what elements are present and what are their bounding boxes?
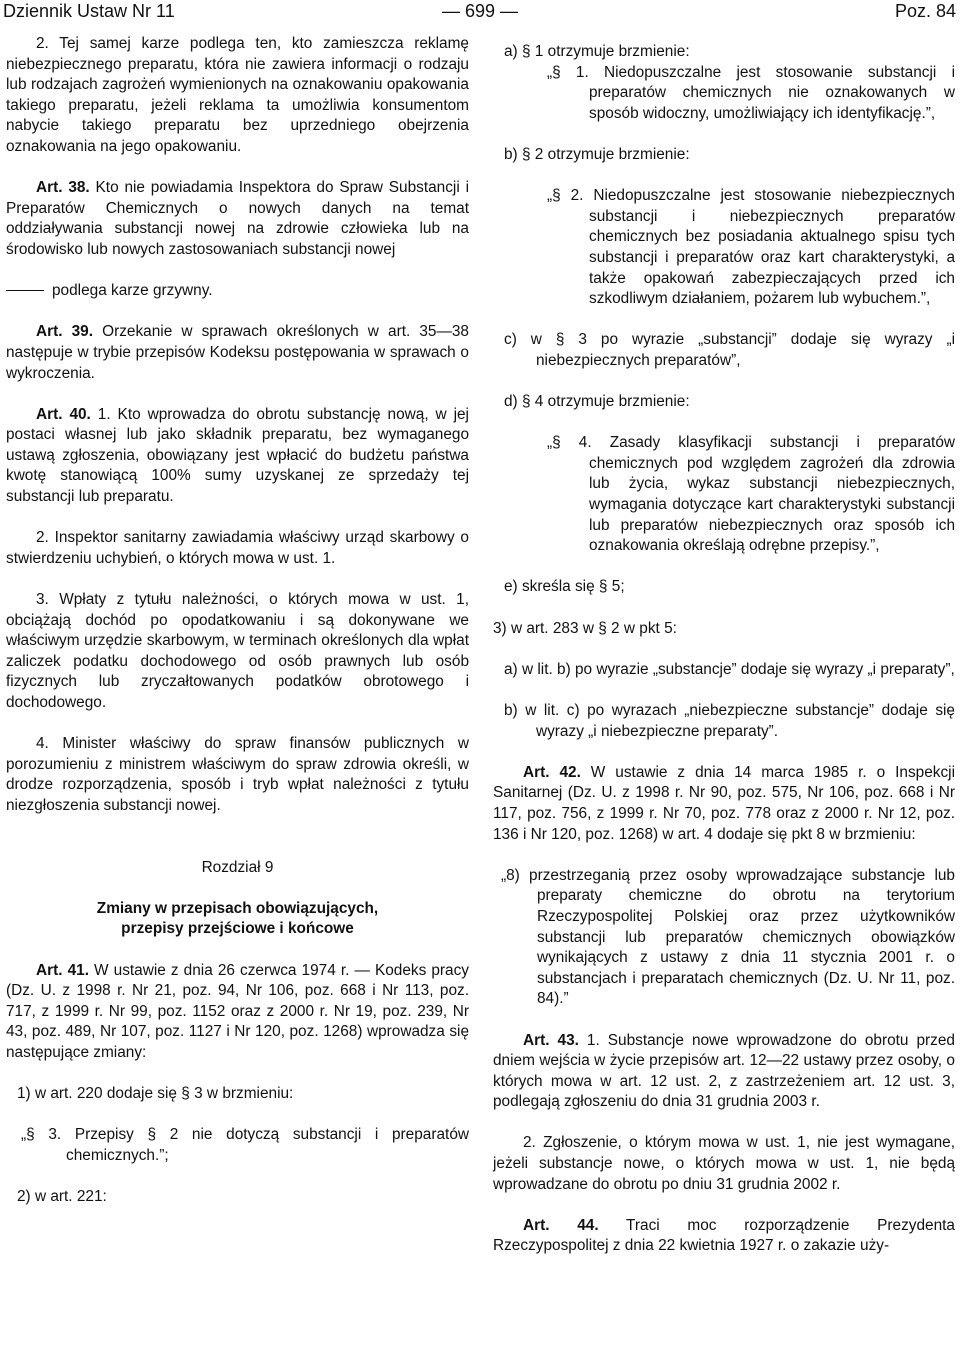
right-column — [493, 34, 955, 1257]
article-44-label: Art. 44. — [523, 1216, 599, 1234]
article-39-text: Orzekanie w sprawach określonych w art. 35—38 następuje w trybie przepisów Kodeksu postępowania w sprawach o wykroczenia. — [6, 323, 469, 382]
page-number: — 699 — — [441, 1, 519, 21]
article-40-text: 1. Kto wprowadza do obrotu substancję nową, w jej postaci własnej lub jako składnik preparatu, bez wymaganego ustawą zgłoszenia, obowiązany jest wpłacić do budżetu państwa kwotę stanowiącą 100% sumy uzyskanej ze sprzedaży tej substancji lub preparatu. — [6, 405, 469, 506]
amendment-item-2: 2) w art. 221: — [17, 1188, 107, 1206]
left-column — [6, 34, 469, 1208]
chapter-title-line1: Zmiany w przepisach obowiązujących, — [96, 899, 379, 917]
item-3a: a) w lit. b) po wyrazie „substancje” dodaje się wyrazy „i preparaty”, — [504, 660, 955, 678]
article-38 — [6, 178, 469, 260]
em-dash-rule — [6, 290, 44, 291]
article-42-label: Art. 42. — [523, 763, 581, 781]
item-2a-quote: „§ 1. Niedopuszczalne jest stosowanie substancji i preparatów chemicznych nie oznakowanych w sposób widoczny, umożliwiający ich identyfikację.”, — [547, 63, 955, 122]
article-43-ust2: 2. Zgłoszenie, o którym mowa w ust. 1, nie jest wymagane, jeżeli substancje nowe, o których mowa w ust. 1, nie będą wprowadzane do obrotu po dniu 31 grudnia 2002 r. — [493, 1134, 955, 1193]
article-43-label: Art. 43. — [523, 1031, 579, 1049]
item-2a: a) § 1 otrzymuje brzmienie: — [504, 43, 690, 60]
chapter-number: Rozdział 9 — [201, 858, 274, 876]
penalty-clause — [6, 281, 469, 302]
item-2d-quote: „§ 4. Zasady klasyfikacji substancji i preparatów chemicznych pod względem zagrożeń dla zdrowia lub życia, wykaz substancji niebezpiecznych, wymagania dotyczące kart charakterystyki substancji lub preparatów niebezpiecznych oraz sposób ich oznakowania określają odrębne przepisy.”, — [547, 434, 955, 555]
article-40-label: Art. 40. — [36, 405, 91, 423]
paragraph-art37-ust2: 2. Tej samej karze podlega ten, kto zamieszcza reklamę niebezpiecznego preparatu, która nie zawiera informacji o rodzaju lub rodzajach zagrożeń wymienionych na oznakowaniu opakowania takiego preparatu, jeżeli reklama ta umożliwia konsumentom nabycie takiego preparatu bez uprzedniego obejrzenia oznakowania na jego opakowaniu. — [6, 35, 469, 155]
article-40-ust4: 4. Minister właściwy do spraw finansów publicznych w porozumieniu z ministrem właściwym do spraw zdrowia określi, w drodze rozporządzenia, sposób i tryb wpłat należności z tytułu niezgłoszenia substancji nowej. — [6, 735, 469, 814]
article-41 — [6, 961, 469, 1064]
amendment-item-1: 1) w art. 220 dodaje się § 3 w brzmieniu: — [17, 1085, 294, 1103]
article-43 — [493, 1031, 955, 1113]
article-40 — [6, 405, 469, 508]
article-39-label: Art. 39. — [36, 323, 94, 341]
item-2e: e) skreśla się § 5; — [504, 578, 625, 596]
article-42 — [493, 763, 955, 845]
article-43-text: 1. Substancje nowe wprowadzone do obrotu przed dniem wejścia w życie przepisów art. 12—22 ustawy przez osoby, o których mowa w art. 12 ust. 2, z zastrzeżeniem art. 12 ust. 3, podlegają zgłoszeniu do dnia 31 grudnia 2003 r. — [493, 1031, 955, 1111]
item-2c: c) w § 3 po wyrazie „substancji” dodaje się wyrazy „i niebezpiecznych preparatów”, — [504, 331, 955, 369]
article-40-ust2: 2. Inspektor sanitarny zawiadamia właściwy urząd skarbowy o stwierdzeniu uchybień, o których mowa w ust. 1. — [6, 529, 469, 567]
amendment-item-1-quote: „§ 3. Przepisy § 2 nie dotyczą substancji i preparatów chemicznych.”; — [21, 1126, 469, 1164]
item-2b: b) § 2 otrzymuje brzmienie: — [504, 145, 690, 163]
item-3b: b) w lit. c) po wyrazach „niebezpieczne substancje” dodaje się wyrazy „i niebezpieczne preparaty”. — [504, 702, 955, 740]
article-42-text: W ustawie z dnia 14 marca 1985 r. o Inspekcji Sanitarnej (Dz. U. z 1998 r. Nr 90, poz. 575, Nr 106, poz. 668 i Nr 117, poz. 756, z 1999 r. Nr 70, poz. 778 oraz z 2000 r. Nr 12, poz. 136 i Nr 120, poz. 1268) w art. 4 dodaje się pkt 8 w brzmieniu: — [493, 763, 955, 843]
amendment-item-3: 3) w art. 283 w § 2 w pkt 5: — [493, 619, 677, 637]
article-38-text: Kto nie powiadamia Inspektora do Spraw Substancji i Preparatów Chemicznych o nowych danych na temat oddziaływania substancji nowej na zdrowie człowieka lub na środowisko lub nowych zastosowaniach substancji nowej — [6, 179, 469, 258]
article-40-ust3: 3. Wpłaty z tytułu należności, o których mowa w ust. 1, obciążają dochód po opodatkowaniu i są dokonywane we właściwym urzędzie skarbowym, w terminach określonych dla wpłat zaliczek podatku dochodowego od osób prawnych lub osób fizycznych lub zryczałtowanych podatków obrotowego i dochodowego. — [6, 591, 469, 711]
article-38-label: Art. 38. — [36, 179, 90, 197]
article-41-text: W ustawie z dnia 26 czerwca 1974 r. — Kodeks pracy (Dz. U. z 1998 r. Nr 21, poz. 94, Nr 106, poz. 668 i Nr 113, poz. 717, z 1999 r. Nr 99, poz. 1152 oraz z 2000 r. Nr 19, poz. 239, Nr 43, poz. 489, Nr 107, poz. 1127 i Nr 120, poz. 1268) wprowadza się następujące zmiany: — [6, 961, 469, 1061]
penalty-text: podlega karze grzywny. — [52, 282, 213, 300]
item-2b-quote: „§ 2. Niedopuszczalne jest stosowanie niebezpiecznych substancji i niebezpiecznych preparatów chemicznych bez posiadania aktualnego spisu tych substancji i preparatów oraz kart charakterystyki, a także opakowań zabezpieczających przed ich szkodliwym działaniem, pożarem lub wybuchem.”, — [547, 187, 955, 308]
item-2d: d) § 4 otrzymuje brzmienie: — [504, 393, 690, 411]
position-number: Poz. 84 — [894, 1, 956, 21]
journal-title: Dziennik Ustaw Nr 11 — [3, 1, 175, 21]
article-44-text: Traci moc rozporządzenie Prezydenta Rzeczypospolitej z dnia 22 kwietnia 1927 r. o zakazie uży- — [493, 1216, 955, 1255]
chapter-title-line2: przepisy przejściowe i końcowe — [121, 920, 354, 938]
article-41-label: Art. 41. — [36, 961, 89, 979]
article-42-quote: „8) przestrzeganią przez osoby wprowadzające substancje lub preparaty chemiczne do obrotu na terytorium Rzeczypospolitej Polskiej oraz przez użytkowników substancji lub preparatów chemicznych obowiązków wynikających z ustawy z dnia 11 stycznia 2001 r. o substancjach i preparatach chemicznych (Dz. U. Nr 11, poz. 84).” — [501, 866, 955, 1008]
article-39 — [6, 322, 469, 384]
article-44 — [493, 1216, 955, 1257]
